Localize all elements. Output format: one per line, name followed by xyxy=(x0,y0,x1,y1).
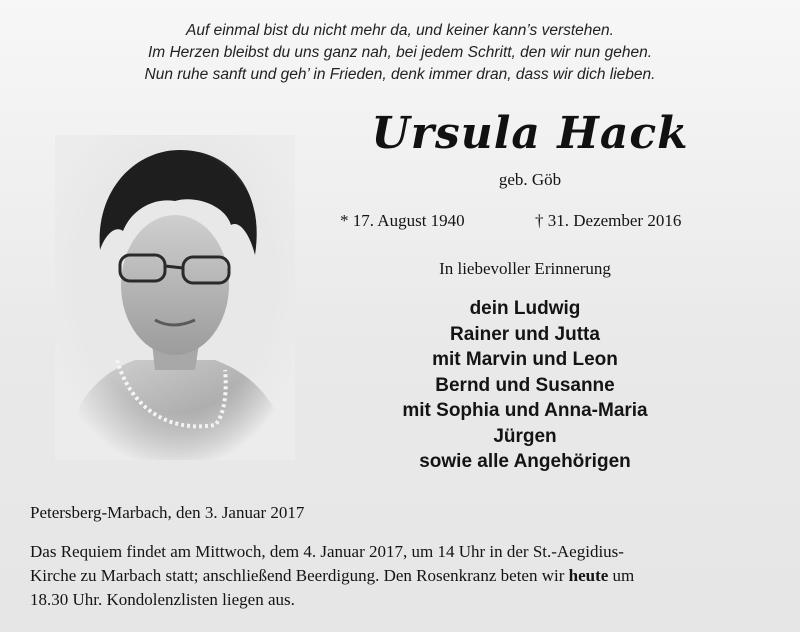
place-date: Petersberg-Marbach, den 3. Januar 2017 xyxy=(30,503,305,522)
notice-text: um xyxy=(608,566,635,585)
mourner-line: Bernd und Susanne xyxy=(435,374,615,396)
notice-line: 18.30 Uhr. Kondolenzlisten liegen aus. xyxy=(30,590,295,609)
notice-line xyxy=(30,564,772,588)
notice-line: Das Requiem findet am Mittwoch, dem 4. Januar 2017, um 14 Uhr in der St.-Aegidius- xyxy=(30,542,624,561)
notice-emphasis: heute xyxy=(568,566,609,585)
mourner-line: mit Marvin und Leon xyxy=(432,349,618,370)
birth-name: geb. Göb xyxy=(498,170,562,189)
mourner-line: Jürgen xyxy=(493,425,557,447)
poem-line: Auf einmal bist du nicht mehr da, und keiner kann’s verstehen. xyxy=(186,22,614,39)
notice-text: Kirche zu Marbach statt; anschließend Beerdigung. Den Rosenkranz beten wir xyxy=(30,566,569,585)
mourner-line: sowie alle Angehörigen xyxy=(419,451,631,472)
deceased-name: Ursula Hack xyxy=(371,108,689,159)
portrait-photo xyxy=(55,135,295,460)
poem xyxy=(0,20,800,86)
poem-line: Nun ruhe sanft und geh’ in Frieden, denk immer dran, dass wir dich lieben. xyxy=(144,66,656,83)
death-date: † 31. Dezember 2016 xyxy=(535,211,682,230)
remembrance-line: In liebevoller Erinnerung xyxy=(439,259,611,278)
birth-date: * 17. August 1940 xyxy=(340,211,465,230)
mourner-line: Rainer und Jutta xyxy=(450,323,600,345)
poem-line: Im Herzen bleibst du uns ganz nah, bei jedem Schritt, den wir nun gehen. xyxy=(147,44,653,61)
mourner-line: dein Ludwig xyxy=(469,298,581,319)
mourner-line: mit Sophia und Anna-Maria xyxy=(402,400,648,421)
mourners-list xyxy=(340,296,710,475)
service-notice xyxy=(30,540,772,612)
